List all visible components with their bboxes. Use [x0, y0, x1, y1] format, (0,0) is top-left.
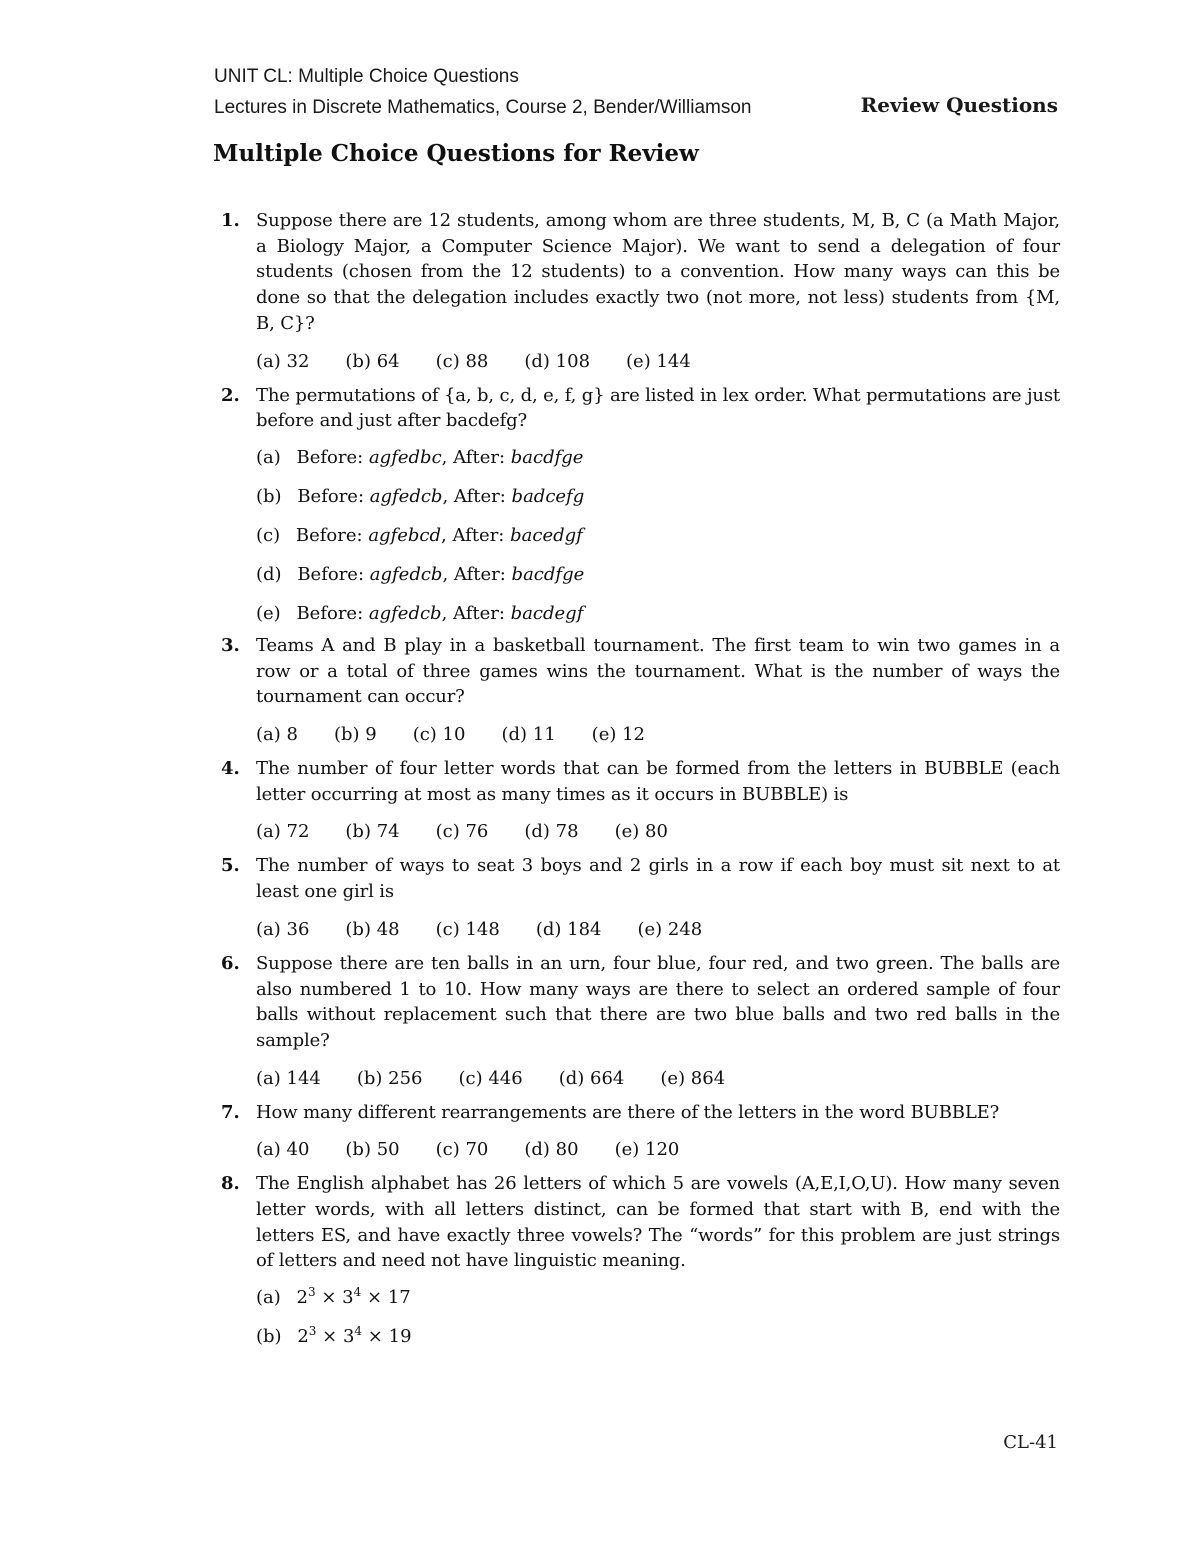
before-value: agfedcb [369, 485, 443, 507]
option-label: (d) [256, 563, 282, 585]
option-a: (a) 72 [256, 821, 310, 843]
answer-options [256, 349, 1060, 375]
option-d: (d) 11 [501, 724, 556, 746]
after-value: bacdegf [510, 602, 584, 624]
question-3 [215, 633, 1060, 748]
after-word: After: [453, 602, 505, 624]
option-label: (b) [256, 485, 282, 507]
before-value: agfedcb [368, 602, 442, 624]
question-text: The number of ways to seat 3 boys and 2 girls in a row if each boy must sit next to at least one girl is [256, 855, 1060, 903]
option-e: (e) 864 [660, 1067, 726, 1089]
option-d: (d) 78 [524, 821, 579, 843]
times-sign: × [367, 1287, 383, 1309]
before-word: Before: [296, 446, 364, 468]
option-c: (c) 88 [435, 350, 489, 372]
question-text: Suppose there are ten balls in an urn, four blue, four red, and two green. The balls are also numbered 1 to 10. How many ways are there to select an ordered sample of four balls without replacement such that there are two blue balls and two red balls in the sample? [256, 952, 1060, 1051]
option-label: (a) [256, 446, 281, 468]
before-word: Before: [297, 563, 365, 585]
after-value: bacdfge [511, 563, 585, 585]
base-2: 3 [342, 1287, 354, 1309]
question-number: 1. [221, 210, 240, 231]
base-1: 2 [296, 1287, 308, 1309]
answer-options [256, 917, 1060, 943]
option-c: (c) 76 [435, 821, 489, 843]
option-b: (b) 74 [345, 821, 400, 843]
option-d: (d) Before: agfedcb, After: bacdfge [256, 562, 1060, 588]
times-sign: × [322, 1326, 338, 1348]
exponent-2: 4 [354, 1324, 363, 1339]
option-d: (d) 664 [558, 1067, 625, 1089]
question-text: The permutations of {a, b, c, d, e, f, g} are listed in lex order. What permutations are just before and just after bacdefg? [256, 384, 1060, 432]
question-number: 7. [221, 1101, 240, 1123]
option-b: (b) Before: agfedcb, After: badcefg [256, 484, 1060, 510]
question-4 [215, 756, 1060, 845]
option-a: (a) 8 [256, 724, 298, 746]
option-b: (b) 64 [345, 350, 400, 372]
question-number: 8. [221, 1173, 240, 1195]
before-word: Before: [296, 602, 364, 624]
question-number: 3. [221, 634, 240, 656]
base-1: 2 [297, 1326, 309, 1348]
answer-options [256, 1137, 1060, 1163]
last-factor: 17 [387, 1287, 411, 1309]
option-b: (b) 256 [356, 1067, 423, 1089]
option-b: (b) 48 [345, 918, 400, 940]
last-factor: 19 [388, 1326, 412, 1348]
option-a: (a) Before: agfedbc, After: bacdfge [256, 445, 1060, 471]
option-b: (b) 9 [333, 724, 377, 746]
option-a: (a) 40 [256, 1139, 310, 1161]
option-e: (e) Before: agfedcb, After: bacdegf [256, 601, 1060, 627]
question-number: 2. [221, 384, 240, 406]
option-e: (e) 120 [614, 1139, 680, 1161]
question-text: Teams A and B play in a basketball tournament. The first team to win two games in a row or a total of three games wins the tournament. What is the number of ways the tournament can occur? [256, 634, 1060, 708]
option-label: (c) [256, 524, 281, 546]
after-value: bacdfge [510, 446, 584, 468]
header-section: Review Questions [860, 93, 1058, 117]
answer-options [256, 1285, 1060, 1350]
before-word: Before: [295, 524, 363, 546]
option-e: (e) 144 [626, 350, 691, 372]
before-value: agfebcd [368, 524, 442, 546]
option-d: (d) 108 [524, 350, 591, 372]
option-e: (e) 80 [614, 821, 668, 843]
after-word: After: [453, 446, 506, 468]
option-b: (b) 50 [345, 1139, 400, 1161]
option-label: (e) [256, 602, 281, 624]
question-7 [215, 1100, 1060, 1164]
question-text: Suppose there are 12 students, among whom are three students, M, B, C (a Math Major, a Biology Major, a Computer Science Major). We want to send a delegation of four students (chosen from the 12 students) to a convention. How many ways can this be done so that the delegation includes exactly two (not more, not less) students from {M, B, C}? [256, 210, 1060, 334]
option-c: (c) 70 [435, 1139, 489, 1161]
question-8 [215, 1171, 1060, 1350]
after-value: bacedgf [510, 524, 583, 546]
after-value: badcefg [511, 485, 585, 507]
option-a [256, 1285, 1060, 1311]
header-lectures: Lectures in Discrete Mathematics, Course 2, Bender/Williamson [214, 97, 752, 118]
option-e: (e) 12 [591, 724, 645, 746]
option-label: (b) [256, 1326, 282, 1348]
exponent-1: 3 [307, 1285, 316, 1300]
page-number: CL-41 [1003, 1432, 1058, 1453]
question-list [215, 208, 1060, 1356]
option-c: (c) 10 [412, 724, 466, 746]
times-sign: × [367, 1326, 383, 1348]
option-a: (a) 36 [256, 918, 310, 940]
after-word: After: [453, 563, 506, 585]
before-word: Before: [297, 485, 365, 507]
answer-options [256, 1066, 1060, 1092]
answer-options [256, 722, 1060, 748]
before-value: agfedbc [368, 446, 442, 468]
option-e: (e) 248 [637, 918, 703, 940]
option-b [256, 1324, 1060, 1350]
exponent-1: 3 [308, 1324, 317, 1339]
answer-options [256, 819, 1060, 845]
option-a: (a) 32 [256, 350, 310, 372]
option-c: (c) Before: agfebcd, After: bacedgf [256, 523, 1060, 549]
option-label: (a) [256, 1287, 281, 1309]
header-unit: UNIT CL: Multiple Choice Questions [214, 66, 519, 87]
option-c: (c) 446 [458, 1067, 523, 1089]
times-sign: × [321, 1287, 337, 1309]
question-1 [215, 208, 1060, 375]
after-word: After: [452, 524, 505, 546]
before-value: agfedcb [369, 563, 443, 585]
option-d: (d) 80 [524, 1139, 579, 1161]
question-number: 6. [221, 952, 240, 974]
question-text: The number of four letter words that can be formed from the letters in BUBBLE (each letter occurring at most as many times as it occurs in BUBBLE) is [256, 758, 1060, 805]
question-2 [215, 383, 1060, 627]
question-number: 5. [221, 855, 240, 877]
option-a: (a) 144 [256, 1067, 321, 1089]
option-d: (d) 184 [535, 918, 602, 940]
base-2: 3 [342, 1326, 355, 1348]
question-text: How many different rearrangements are there of the letters in the word BUBBLE? [256, 1101, 1000, 1123]
page-title: Multiple Choice Questions for Review [213, 140, 699, 167]
option-c: (c) 148 [435, 918, 500, 940]
question-number: 4. [221, 758, 240, 780]
question-6 [215, 951, 1060, 1092]
after-word: After: [453, 485, 506, 507]
answer-options [256, 445, 1060, 627]
question-text: The English alphabet has 26 letters of which 5 are vowels (A,E,I,O,U). How many seven letter words, with all letters distinct, can be formed that start with B, end with the letters ES, and have exactly three vowels? The “words” for this problem are just strings of letters and need not have linguistic meaning. [256, 1173, 1060, 1272]
exponent-2: 4 [353, 1285, 362, 1300]
question-5 [215, 853, 1060, 942]
